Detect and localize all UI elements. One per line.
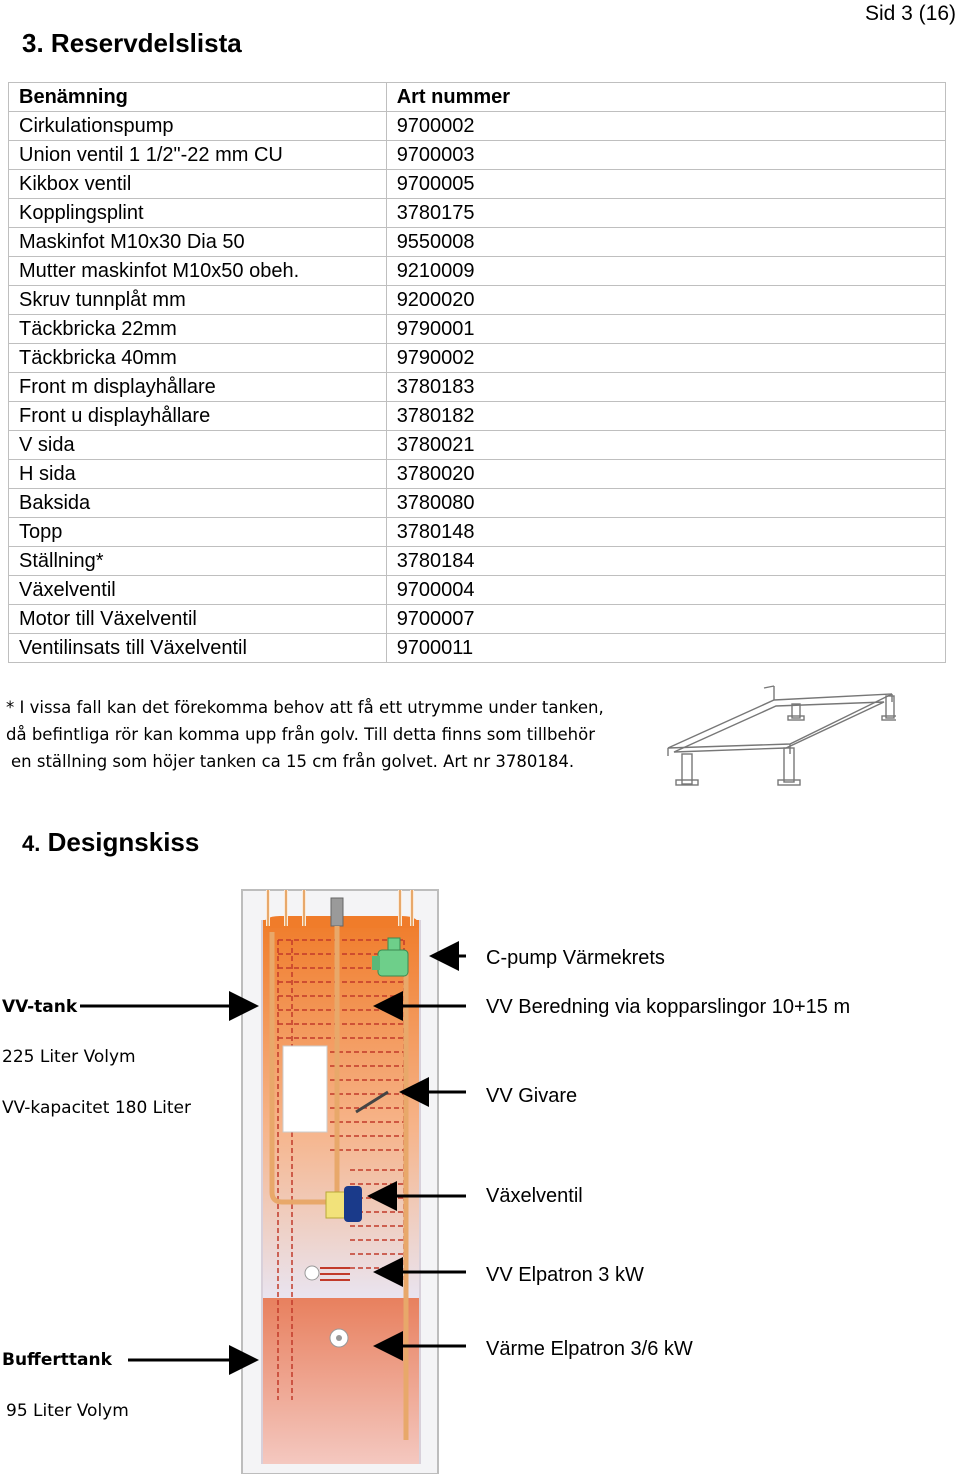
- part-name-cell: Skruv tunnplåt mm: [9, 286, 387, 315]
- table-row: [9, 315, 946, 344]
- label-vv-beredning: VV Beredning via kopparslingor 10+15 m: [486, 996, 851, 1018]
- part-name-cell: Baksida: [9, 489, 387, 518]
- part-name-cell: Ställning*: [9, 547, 387, 576]
- article-number-cell: 9700003: [386, 141, 945, 170]
- article-number-cell: 3780175: [386, 199, 945, 228]
- table-row: [9, 402, 946, 431]
- table-header-row: [9, 83, 946, 112]
- part-name-cell: Topp: [9, 518, 387, 547]
- label-vv-givare: VV Givare: [486, 1085, 578, 1107]
- label-c-pump: C-pump Värmekrets: [486, 947, 665, 969]
- article-number-cell: 9550008: [386, 228, 945, 257]
- design-sketch: [0, 880, 960, 1474]
- section-4-number: 4.: [22, 831, 41, 856]
- part-name-cell: Front u displayhållare: [9, 402, 387, 431]
- article-number-cell: 3780183: [386, 373, 945, 402]
- label-bufferttank: Bufferttank: [2, 1350, 112, 1370]
- table-row: [9, 605, 946, 634]
- label-vaxelventil: Växelventil: [486, 1185, 583, 1207]
- article-number-cell: 9700007: [386, 605, 945, 634]
- page-number: Sid 3 (16): [864, 2, 956, 25]
- table-row: [9, 286, 946, 315]
- section-3-title: Reservdelslista: [50, 28, 242, 58]
- parts-table: [8, 82, 946, 663]
- article-number-cell: 3780020: [386, 460, 945, 489]
- label-capacity-180: VV-kapacitet 180 Liter: [2, 1098, 191, 1118]
- table-row: [9, 431, 946, 460]
- article-number-cell: 9700002: [386, 112, 945, 141]
- part-name-cell: Front m displayhållare: [9, 373, 387, 402]
- section-3-heading: [22, 28, 242, 59]
- article-number-cell: 9700004: [386, 576, 945, 605]
- article-number-cell: 3780021: [386, 431, 945, 460]
- article-number-cell: 9210009: [386, 257, 945, 286]
- section-3-number: 3.: [22, 28, 44, 58]
- display-panel: [283, 1046, 327, 1132]
- stand-note: [6, 694, 604, 775]
- buffer-tank-body: [262, 1298, 420, 1464]
- article-number-cell: 9200020: [386, 286, 945, 315]
- section-4-title: Designskiss: [47, 827, 200, 857]
- article-number-cell: 3780148: [386, 518, 945, 547]
- table-row: [9, 112, 946, 141]
- article-number-cell: 9700011: [386, 634, 945, 663]
- label-varme-elpatron: Värme Elpatron 3/6 kW: [486, 1338, 693, 1360]
- table-row: [9, 257, 946, 286]
- part-name-cell: V sida: [9, 431, 387, 460]
- part-name-cell: Växelventil: [9, 576, 387, 605]
- table-row: [9, 199, 946, 228]
- header-article-number: Art nummer: [386, 83, 945, 112]
- table-row: [9, 170, 946, 199]
- note-line-1: * I vissa fall kan det förekomma behov att få ett utrymme under tanken,: [6, 698, 604, 717]
- table-row: [9, 634, 946, 663]
- section-4-heading: [22, 827, 199, 858]
- note-line-2: då befintliga rör kan komma upp från golv. Till detta finns som tillbehör: [6, 725, 595, 744]
- part-name-cell: Kopplingsplint: [9, 199, 387, 228]
- table-row: [9, 547, 946, 576]
- heating-element-icon: [330, 1329, 348, 1347]
- label-vv-tank: VV-tank: [2, 997, 78, 1017]
- parts-table-body: [9, 112, 946, 663]
- note-line-3: en ställning som höjer tanken ca 15 cm från golvet. Art nr 3780184.: [11, 752, 575, 771]
- table-row: [9, 518, 946, 547]
- header-name: Benämning: [9, 83, 387, 112]
- part-name-cell: Ventilinsats till Växelventil: [9, 634, 387, 663]
- part-name-cell: Mutter maskinfot M10x50 obeh.: [9, 257, 387, 286]
- label-volume-225: 225 Liter Volym: [2, 1047, 136, 1067]
- table-row: [9, 228, 946, 257]
- article-number-cell: 3780184: [386, 547, 945, 576]
- table-row: [9, 460, 946, 489]
- part-name-cell: Maskinfot M10x30 Dia 50: [9, 228, 387, 257]
- table-row: [9, 344, 946, 373]
- part-name-cell: Kikbox ventil: [9, 170, 387, 199]
- stand-illustration: [664, 682, 896, 788]
- label-volume-95: 95 Liter Volym: [6, 1401, 129, 1421]
- part-name-cell: H sida: [9, 460, 387, 489]
- part-name-cell: Täckbricka 40mm: [9, 344, 387, 373]
- article-number-cell: 9700005: [386, 170, 945, 199]
- table-row: [9, 489, 946, 518]
- table-row: [9, 141, 946, 170]
- article-number-cell: 9790001: [386, 315, 945, 344]
- article-number-cell: 9790002: [386, 344, 945, 373]
- part-name-cell: Motor till Växelventil: [9, 605, 387, 634]
- part-name-cell: Cirkulationspump: [9, 112, 387, 141]
- table-row: [9, 373, 946, 402]
- part-name-cell: Union ventil 1 1/2"-22 mm CU: [9, 141, 387, 170]
- article-number-cell: 3780080: [386, 489, 945, 518]
- article-number-cell: 3780182: [386, 402, 945, 431]
- table-row: [9, 576, 946, 605]
- part-name-cell: Täckbricka 22mm: [9, 315, 387, 344]
- label-vv-elpatron: VV Elpatron 3 kW: [486, 1264, 644, 1286]
